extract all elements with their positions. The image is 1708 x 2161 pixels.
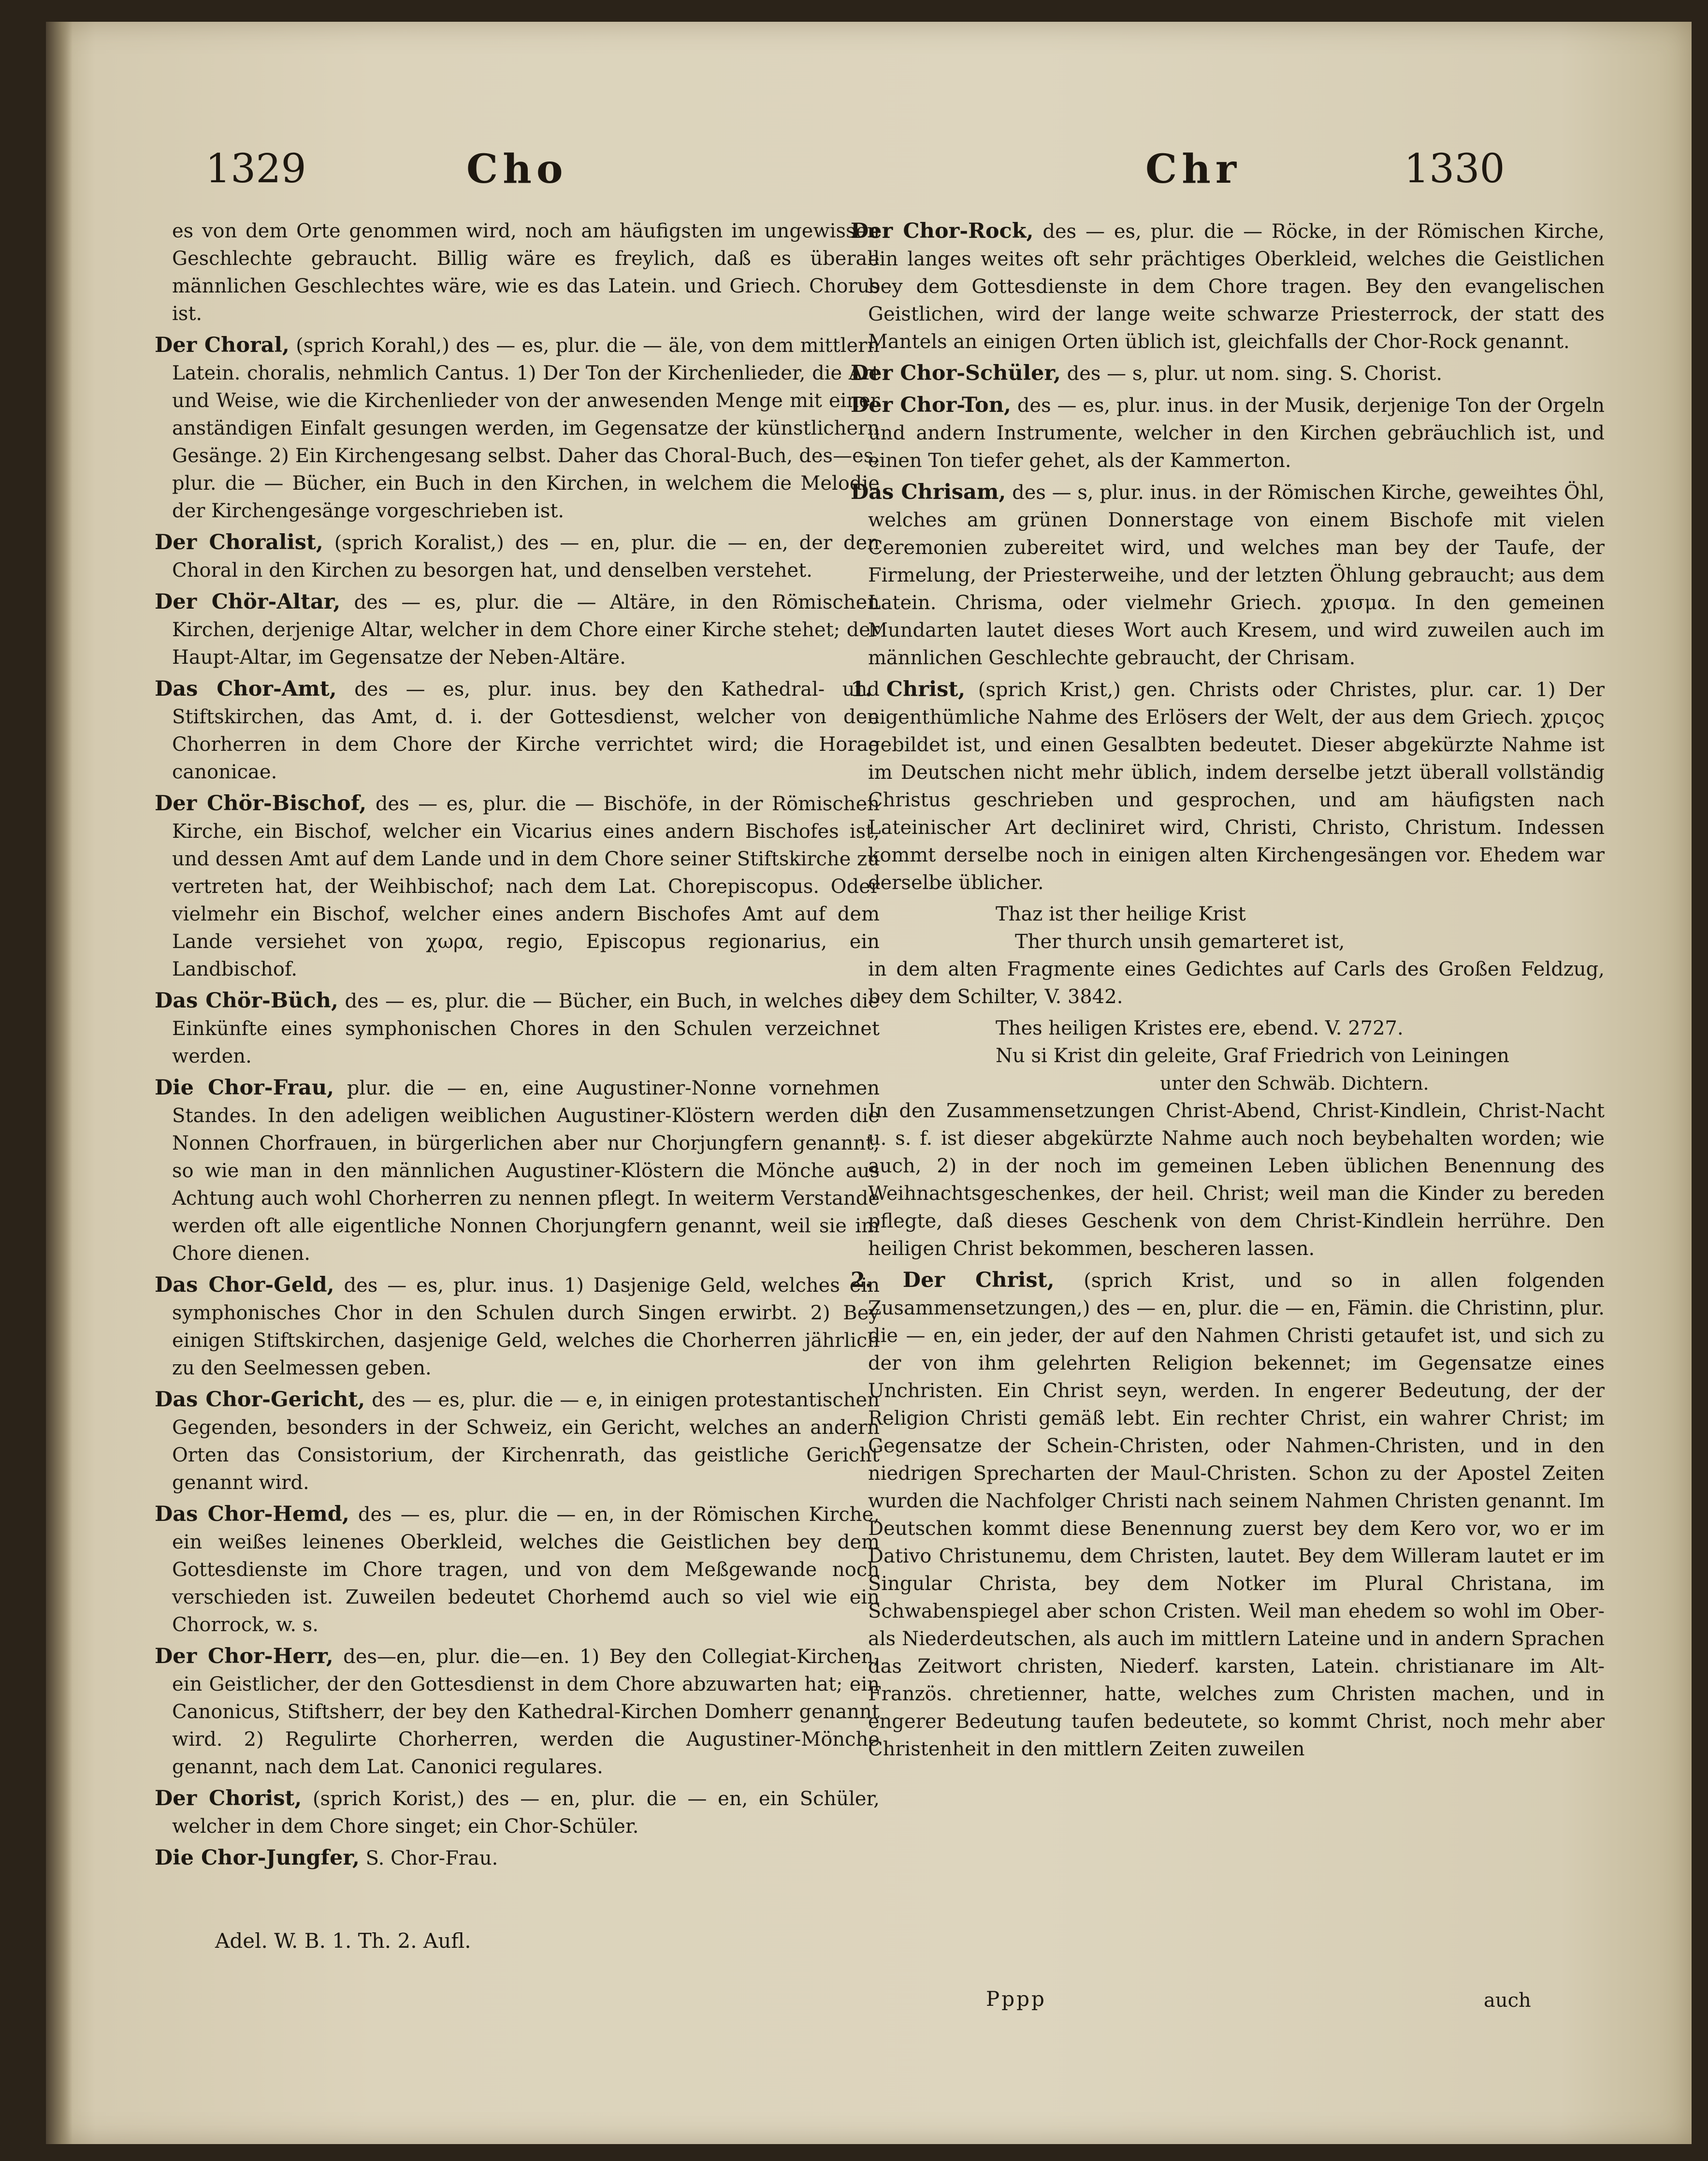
entry-text: des — es, plur. die — Röcke, in der Römischen Kirche, ein langes weites oft sehr prächtiges Oberkleid, welches die Geistlichen bey dem Gottesdienste in dem Chore tragen. Bey den evangelischen Geistlichen, wird der lange weite schwarze Priesterrock, der statt des Mantels an einigen Orten üblich ist, gleichfalls der Chor-Rock genannt. bbox=[868, 220, 1605, 353]
entry-headword: Der Choralist, bbox=[155, 530, 323, 555]
quote-text: unter den Schwäb. Dichtern. bbox=[1160, 1073, 1429, 1094]
dictionary-entry bbox=[155, 1785, 880, 1840]
dictionary-entry bbox=[155, 1844, 880, 1872]
quote-text: Thaz ist ther heilige Krist bbox=[996, 903, 1246, 925]
binding-gutter bbox=[46, 22, 72, 2144]
right-column bbox=[851, 218, 1605, 1767]
dictionary-entry bbox=[851, 392, 1605, 475]
entry-headword: Die Chor-Jungfer, bbox=[155, 1846, 360, 1870]
entry-text: es von dem Orte genommen wird, noch am häufigsten im ungewissen Geschlechte gebraucht. Billig wäre es freylich, daß es überall männlichen Geschlechtes wäre, wie es das Latein. und Griech. Chorus ist. bbox=[172, 220, 880, 325]
entry-text: (sprich Krist,) gen. Christs oder Christes, plur. car. 1) Der eigenthümliche Nahme des Erlösers der Welt, der aus dem Griech. χριςος gebildet ist, und einen Gesalbten bedeutet. Dieser abgekürzte Nahme ist im Deutschen nicht mehr üblich, indem derselbe jetzt überall vollständig Christus geschrieben und gesprochen, und am häufigsten nach Lateinischer Art decliniret wird, Christi, Christo, Christum. Indessen kommt derselbe noch in einigen alten Kirchengesängen vor. Ehedem war derselbe üblicher. bbox=[868, 679, 1605, 894]
entry-text: des — es, plur. die — Altäre, in den Römischen Kirchen, derjenige Altar, welcher in dem Chore einer Kirche stehet; der Haupt-Altar, im Gegensatze der Neben-Altäre. bbox=[172, 591, 880, 669]
quote-line bbox=[851, 1042, 1605, 1070]
entry-headword: 1. Christ, bbox=[851, 677, 966, 701]
left-page-number: 1329 bbox=[205, 146, 306, 192]
dictionary-entry bbox=[155, 588, 880, 672]
dictionary-entry bbox=[155, 1271, 880, 1382]
dictionary-entry bbox=[851, 479, 1605, 672]
entry-text: in dem alten Fragmente eines Gedichtes auf Carls des Großen Feldzug, bey dem Schilter, V. 3842. bbox=[868, 958, 1605, 1008]
entry-headword: Der Chör-Bischof, bbox=[155, 791, 367, 816]
dictionary-entry bbox=[851, 676, 1605, 897]
dictionary-entry bbox=[155, 529, 880, 584]
entry-headword: Das Chor-Geld, bbox=[155, 1273, 334, 1297]
entry-text: des — es, plur. die — Bischöfe, in der Römischen Kirche, ein Bischof, welcher ein Vicarius eines andern Bischofes ist, und dessen Amt auf dem Lande und in dem Chore seiner Stiftskirche zu vertreten hat, der Weihbischof; nach dem Lat. Chorepiscopus. Oder vielmehr ein Bischof, welcher eines andern Bischofes Amt auf dem Lande versiehet von χωρα, regio, Episcopus regionarius, ein Landbischof. bbox=[172, 793, 880, 980]
entry-text: des—en, plur. die—en. 1) Bey den Collegiat-Kirchen, ein Geistlicher, der den Gottesdienst in dem Chore abzuwarten hat; ein Canonicus, Stiftsherr, der bey den Kathedral-Kirchen Domherr genannt wird. 2) Regulirte Chorherren, werden die Augustiner-Mönche genannt, nach dem Lat. Canonici regulares. bbox=[172, 1646, 880, 1778]
quote-text: Nu si Krist din geleite, Graf Friedrich von Leiningen bbox=[996, 1045, 1509, 1067]
page-header bbox=[46, 143, 1692, 205]
entry-headword: Der Chor-Schüler, bbox=[851, 361, 1061, 385]
dictionary-entry bbox=[851, 360, 1605, 388]
entry-text: des — es, plur. die — Bücher, ein Buch, in welches die Einkünfte eines symphonischen Chores in den Schulen verzeichnet werden. bbox=[172, 990, 880, 1067]
right-catchword: Chr bbox=[1145, 146, 1242, 192]
quote-line bbox=[851, 901, 1605, 928]
dictionary-entry bbox=[155, 1074, 880, 1268]
entry-headword: Die Chor-Frau, bbox=[155, 1076, 334, 1100]
entry-text: In den Zusammensetzungen Christ-Abend, Christ-Kindlein, Christ-Nacht u. s. f. ist dieser abgekürzte Nahme auch noch beybehalten worden; wie auch, 2) in der noch im gemeinen Leben üblichen Benennung des Weihnachtsgeschenkes, der heil. Christ; weil man die Kinder zu bereden pflegte, daß dieses Geschenk von dem Christ-Kindlein herrühre. Den heiligen Christ bekommen, bescheren lassen. bbox=[868, 1100, 1605, 1260]
entry-headword: Der Chor-Rock, bbox=[851, 219, 1034, 243]
dictionary-entry bbox=[155, 987, 880, 1070]
right-page-number: 1330 bbox=[1404, 146, 1505, 192]
quote-line bbox=[851, 928, 1605, 956]
quote-text: Thes heiligen Kristes ere, ebend. V. 2727. bbox=[996, 1017, 1404, 1039]
entry-headword: Der Chor-Herr, bbox=[155, 1644, 333, 1668]
entry-text: des — es, plur. die — en, in der Römischen Kirche, ein weißes leinenes Oberkleid, welches die Geistlichen bey dem Gottesdienste im Chore tragen, und von dem Meßgewande noch verschieden ist. Zuweilen bedeutet Chorhemd auch so viel wie ein Chorrock, w. s. bbox=[172, 1504, 880, 1636]
entry-text: S. Chor-Frau. bbox=[365, 1847, 498, 1869]
volume-note: Adel. W. B. 1. Th. 2. Aufl. bbox=[215, 1929, 471, 1953]
left-column bbox=[155, 218, 880, 1876]
entry-headword: Das Chor-Gericht, bbox=[155, 1387, 365, 1412]
entry-continuation bbox=[851, 1097, 1605, 1263]
printer-signature: Pppp bbox=[986, 1987, 1046, 2011]
entry-headword: Das Chrisam, bbox=[851, 480, 1006, 504]
entry-text: des — s, plur. inus. in der Römischen Kirche, geweihtes Öhl, welches am grünen Donnerstage von einem Bischofe mit vielen Ceremonien zubereitet wird, und welches man bey der Taufe, der Firmelung, der Priesterweihe, und der letzten Öhlung gebraucht; aus dem Latein. Chrisma, oder vielmehr Griech. χρισμα. In den gemeinen Mundarten lautet dieses Wort auch Kresem, und wird zuweilen auch im männlichen Geschlechte gebraucht, der Chrisam. bbox=[868, 482, 1605, 669]
quote-text: Ther thurch unsih gemarteret ist, bbox=[1015, 931, 1345, 953]
entry-text: des — es, plur. inus. 1) Dasjenige Geld, welches ein symphonisches Chor in den Schulen durch Singen erwirbt. 2) Bey einigen Stiftskirchen, dasjenige Geld, welches die Chorherren jährlich zu den Seelmessen geben. bbox=[172, 1274, 880, 1379]
dictionary-entry bbox=[155, 332, 880, 525]
quote-line bbox=[851, 1015, 1605, 1042]
dictionary-entry bbox=[155, 1501, 880, 1639]
entry-headword: 2. Der Christ, bbox=[851, 1268, 1055, 1292]
book-page bbox=[46, 22, 1692, 2144]
entry-text: (sprich Koralist,) des — en, plur. die — en, der den Choral in den Kirchen zu besorgen hat, und denselben verstehet. bbox=[172, 532, 880, 582]
entry-headword: Das Chor-Hemd, bbox=[155, 1502, 349, 1526]
quote-line bbox=[851, 1070, 1605, 1097]
entry-text: des — es, plur. inus. in der Musik, derjenige Ton der Orgeln und andern Instrumente, welcher in den Kirchen gebräuchlich ist, und einen Ton tiefer gehet, als der Kammerton. bbox=[868, 394, 1605, 472]
entry-headword: Das Chör-Büch, bbox=[155, 989, 338, 1013]
entry-continuation bbox=[155, 218, 880, 328]
left-catchword: Cho bbox=[466, 146, 568, 192]
entry-headword: Der Chör-Altar, bbox=[155, 590, 341, 614]
entry-continuation bbox=[851, 956, 1605, 1011]
dictionary-entry bbox=[851, 1267, 1605, 1763]
entry-text: plur. die — en, eine Augustiner-Nonne vornehmen Standes. In den adeligen weiblichen Augustiner-Klöstern werden die Nonnen Chorfrauen, in bürgerlichen aber nur Chorjungfern genannt, so wie man in den männlichen Augustiner-Klöstern die Mönche aus Achtung auch wohl Chorherren zu nennen pflegt. In weiterm Verstande werden oft alle eigentliche Nonnen Chorjungfern genannt, weil sie im Chore dienen. bbox=[172, 1077, 880, 1265]
dictionary-entry bbox=[851, 218, 1605, 356]
entry-text: des — s, plur. ut nom. sing. S. Chorist. bbox=[1067, 363, 1443, 385]
entry-headword: Der Choral, bbox=[155, 333, 289, 357]
catchword-next-page: auch bbox=[1484, 1989, 1531, 2012]
entry-text: (sprich Krist, und so in allen folgenden Zusammensetzungen,) des — en, plur. die — en, Fämin. die Christinn, plur. die — en, ein jeder, der auf den Nahmen Christi getaufet ist, und sich zu der von ihm gelehrten Religion bekennet; im Gegensatze eines Unchristen. Ein Christ seyn, werden. In engerer Bedeutung, der der Religion Christi gemäß lebt. Ein rechter Christ, ein wahrer Christ; im Gegensatze der Schein-Christen, oder Nahmen-Christen, und in den niedrigen Sprecharten der Maul-Christen. Schon zu der Apostel Zeiten wurden die Nachfolger Christi nach seinem Nahmen Christen genannt. Im Deutschen kommt diese Benennung zuerst bey dem Kero vor, wo er im Dativo Christunemu, dem Christen, lautet. Bey dem Willeram lautet er im Singular Christa, bey dem Notker im Plural Christana, im Schwabenspiegel aber schon Cristen. Weil man ehedem so wohl im Ober- als Niederdeutschen, als auch im mittlern Lateine und in andern Sprachen das Zeitwort christen, Niederf. karsten, Latein. christianare im Alt-Französ. chretienner, hatte, welches zum Christen machen, und in engerer Bedeutung taufen bedeutete, so kommt Christ, noch mehr aber Christenheit in den mittlern Zeiten zuweilen bbox=[868, 1270, 1605, 1760]
entry-text: (sprich Korist,) des — en, plur. die — en, ein Schüler, welcher in dem Chore singet; ein Chor-Schüler. bbox=[172, 1788, 880, 1838]
entry-headword: Der Chor-Ton, bbox=[851, 393, 1011, 417]
entry-text: (sprich Korahl,) des — es, plur. die — äle, von dem mittlern Latein. choralis, nehmlich Cantus. 1) Der Ton der Kirchenlieder, die Art und Weise, wie die Kirchenlieder von der anwesenden Menge mit einer anständigen Einfalt gesungen werden, im Gegensatze der künstlichern Gesänge. 2) Ein Kirchengesang selbst. Daher das Choral-Buch, des—es, plur. die — Bücher, ein Buch in den Kirchen, in welchem die Melodie der Kirchengesänge vorgeschrieben ist. bbox=[172, 335, 880, 522]
dictionary-entry bbox=[155, 790, 880, 983]
entry-headword: Das Chor-Amt, bbox=[155, 677, 337, 701]
dictionary-entry bbox=[155, 1643, 880, 1781]
dictionary-entry bbox=[155, 1386, 880, 1497]
entry-text: des — es, plur. die — e, in einigen protestantischen Gegenden, besonders in der Schweiz, ein Gericht, welches an andern Orten das Consistorium, der Kirchenrath, das geistliche Gericht genannt wird. bbox=[172, 1389, 880, 1494]
entry-headword: Der Chorist, bbox=[155, 1786, 302, 1811]
dictionary-entry bbox=[155, 675, 880, 786]
entry-text: des — es, plur. inus. bey den Kathedral- und Stiftskirchen, das Amt, d. i. der Gottesdienst, welcher von den Chorherren in dem Chore der Kirche verrichtet wird; die Horae canonicae. bbox=[172, 678, 880, 783]
